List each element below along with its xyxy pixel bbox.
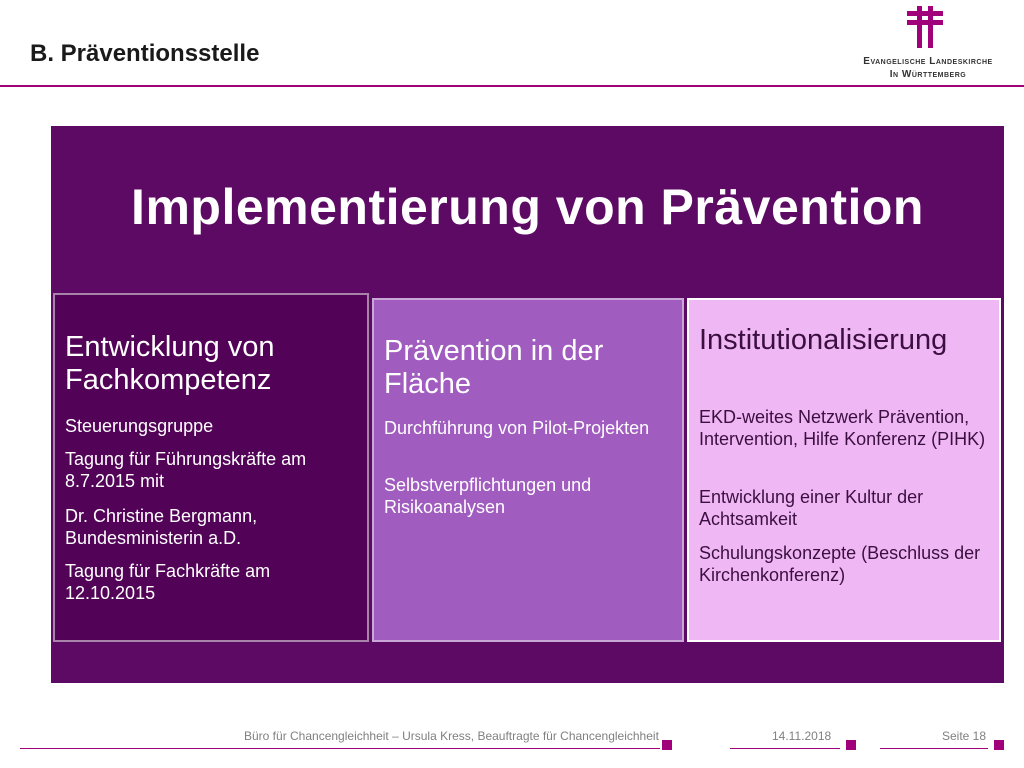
logo-text-line2: In Württemberg xyxy=(889,69,967,80)
footer-divider xyxy=(880,748,988,749)
slide-title: B. Präventionsstelle xyxy=(30,40,260,67)
column-fachkompetenz xyxy=(53,293,369,642)
column-item: Selbstverpflichtungen und Risikoanalysen xyxy=(384,475,592,517)
footer-divider xyxy=(20,748,660,749)
column-title: Institutionalisierung xyxy=(699,324,948,356)
cross-icon xyxy=(905,6,945,48)
column-item: Steuerungsgruppe xyxy=(65,416,214,436)
footer-divider xyxy=(730,748,840,749)
column-item: Dr. Christine Bergmann, Bundesministerin a.D. xyxy=(65,506,258,548)
diagram-heading: Implementierung von Prävention xyxy=(131,179,924,235)
footer-marker xyxy=(662,740,672,750)
column-item: Tagung für Fachkräfte am 12.10.2015 xyxy=(65,561,271,603)
column-flaeche xyxy=(372,298,684,642)
footer-marker xyxy=(846,740,856,750)
column-institutionalisierung xyxy=(687,298,1001,642)
column-item: Tagung für Führungskräfte am 8.7.2015 mit xyxy=(65,449,307,491)
column-title: Prävention in der Fläche xyxy=(384,335,604,400)
column-item: EKD-weites Netzwerk Prävention, Intervention, Hilfe Konferenz (PIHK) xyxy=(699,407,986,449)
footer-office: Büro für Chancengleichheit – Ursula Kress, Beauftragte für Chancengleichheit xyxy=(244,729,659,743)
column-item: Schulungskonzepte (Beschluss der Kirchenkonferenz) xyxy=(699,543,981,585)
column-item: Entwicklung einer Kultur der Achtsamkeit xyxy=(699,487,924,529)
logo-text-line1: Evangelische Landeskirche xyxy=(863,56,993,67)
footer-marker xyxy=(994,740,1004,750)
footer-date: 14.11.2018 xyxy=(772,729,832,743)
header-divider xyxy=(0,85,1024,87)
column-item: Durchführung von Pilot-Projekten xyxy=(384,418,650,438)
church-logo xyxy=(848,6,1008,86)
footer-page-number: Seite 18 xyxy=(942,729,987,743)
column-title: Entwicklung von Fachkompetenz xyxy=(65,331,275,396)
